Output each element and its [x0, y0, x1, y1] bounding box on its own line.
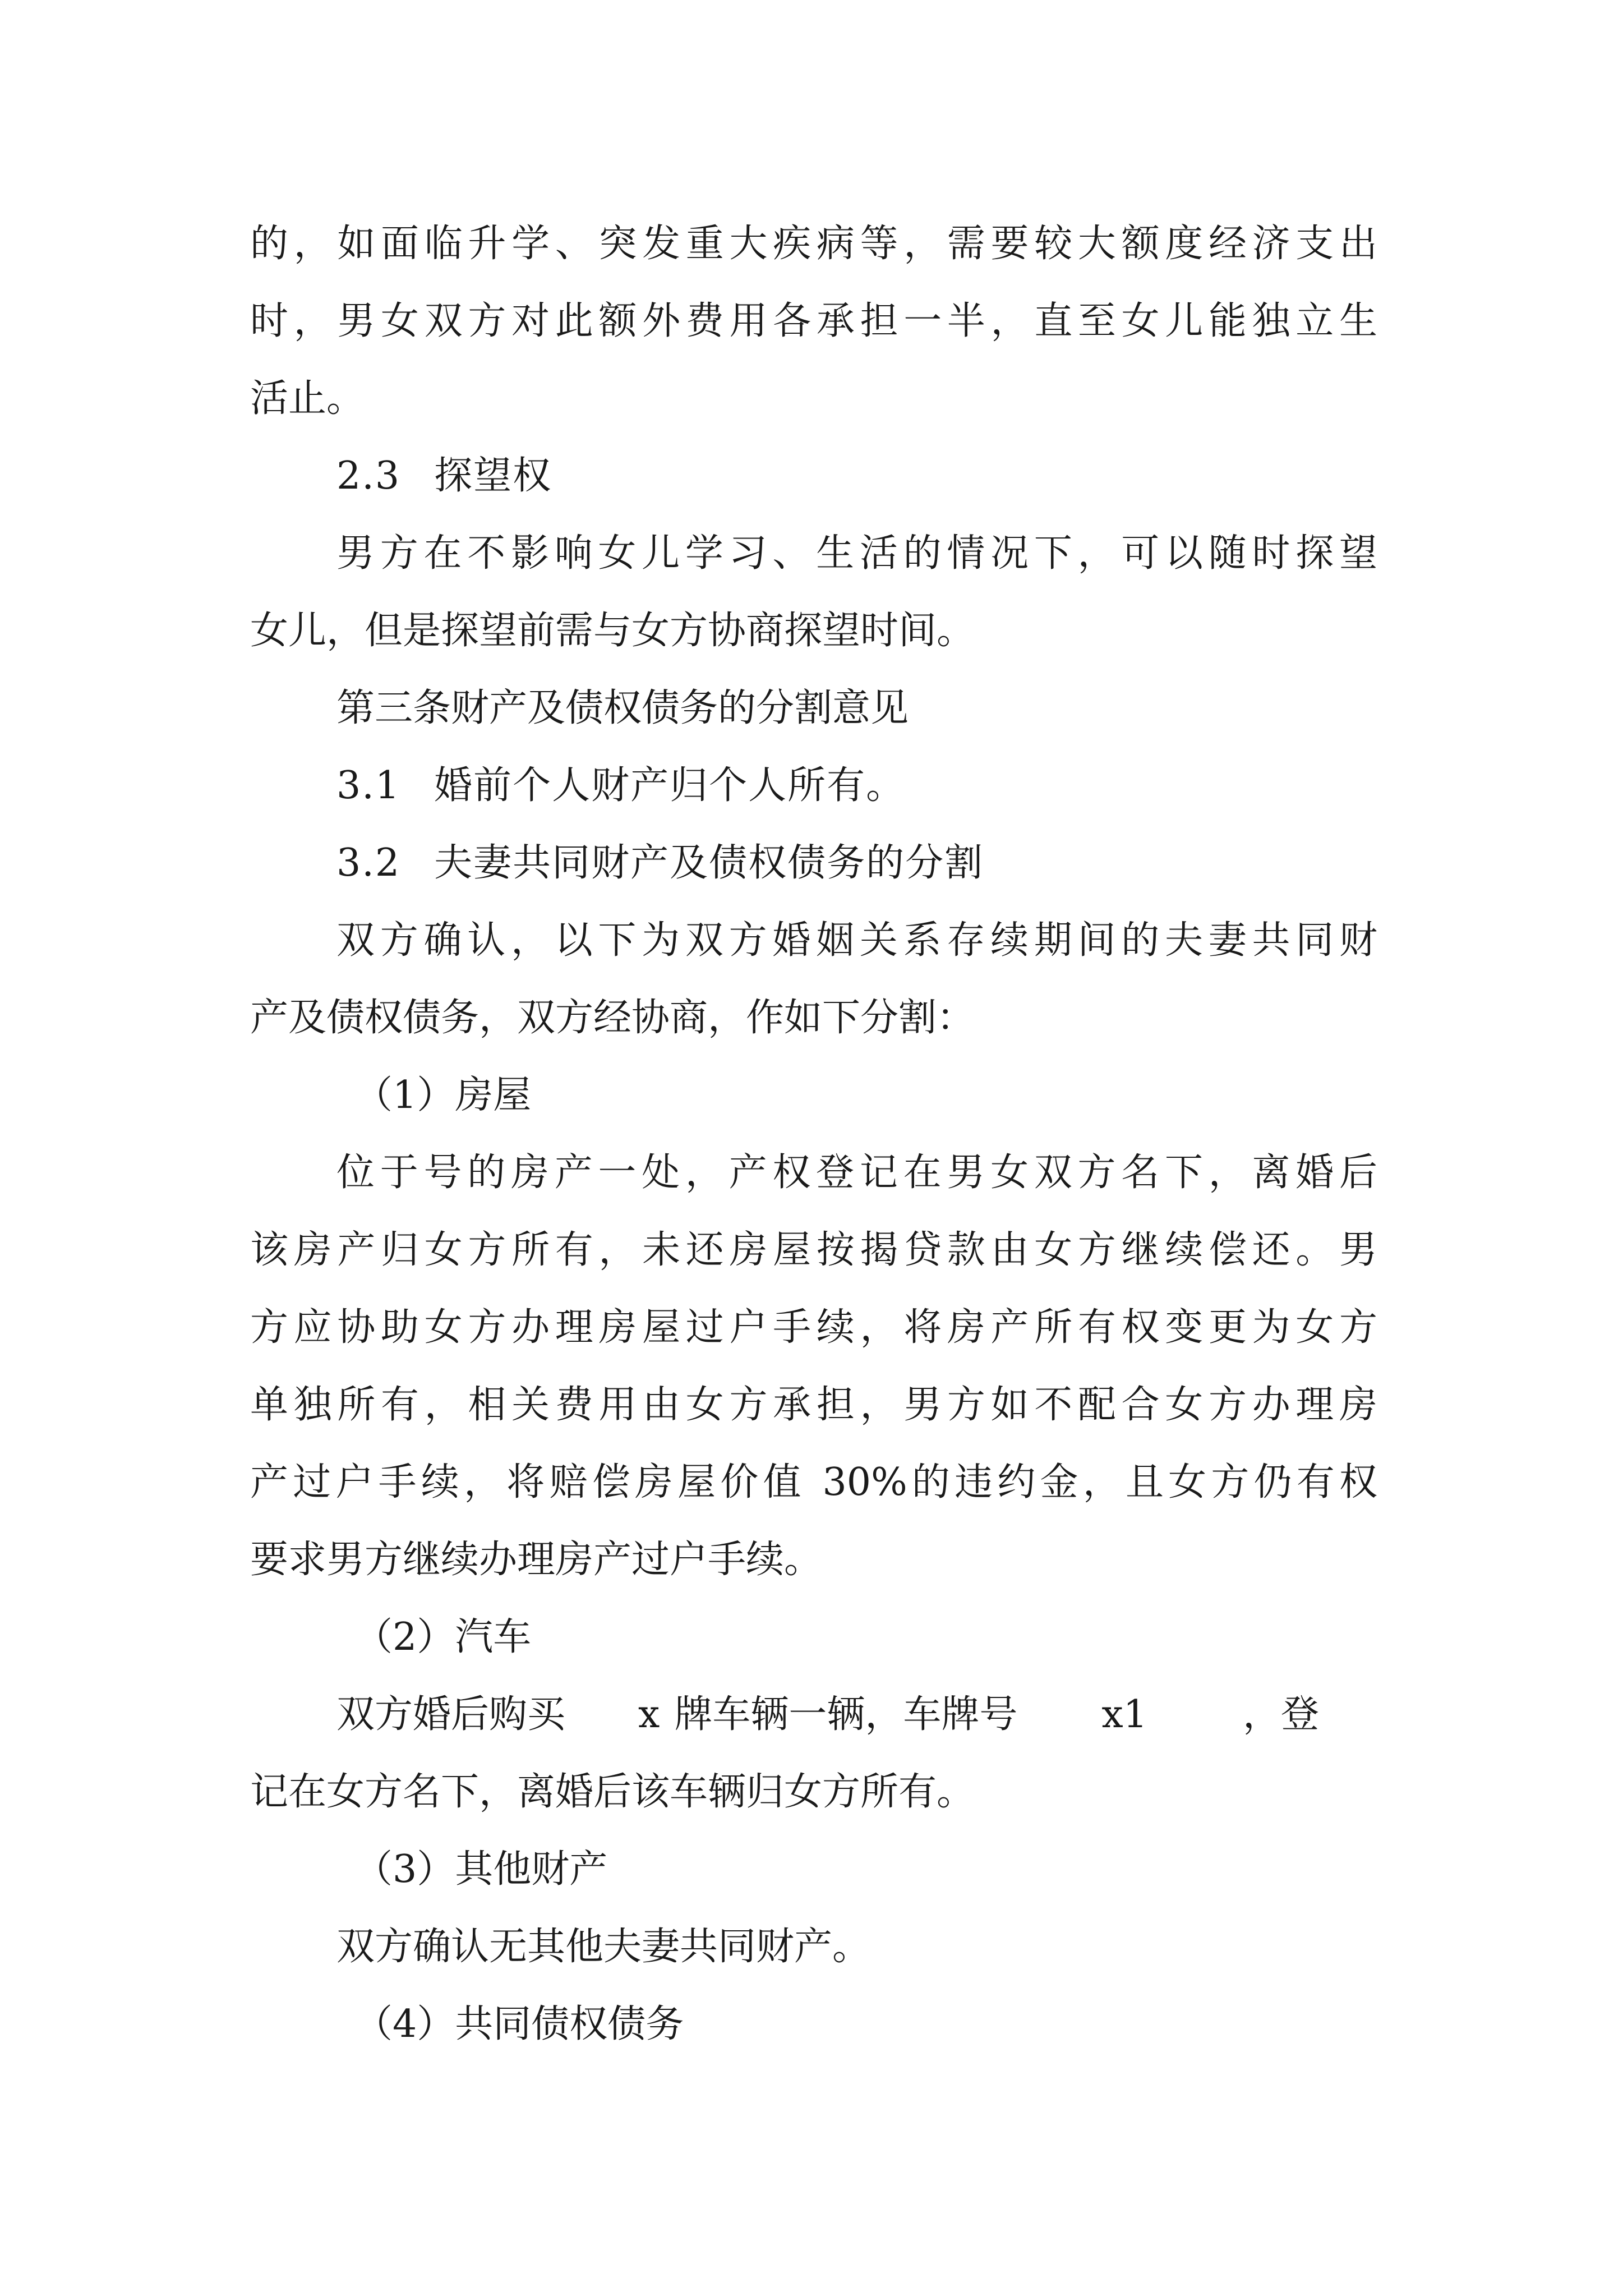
text-segment: ，登: [1243, 1692, 1320, 1737]
car-brand-blank: x: [638, 1692, 660, 1737]
item-heading-car: （2）汽车: [354, 1615, 532, 1659]
paragraph-line: 双方确认，以下为双方婚姻关系存续期间的夫妻共同财: [336, 918, 1377, 963]
paragraph-line-car: [336, 1676, 1377, 1754]
paragraph-line: 男方在不影响女儿学习、生活的情况下，可以随时探望: [336, 531, 1377, 576]
section-title: 探望权: [434, 454, 552, 498]
section-title: 婚前个人财产归个人所有。: [434, 763, 906, 808]
paragraph-line: 要求男方继续办理房产过户手续。: [250, 1538, 823, 1582]
section-heading-3-1: [336, 747, 1377, 825]
paragraph-line: 活止。: [250, 376, 365, 421]
item-heading-other-property: （3）其他财产: [354, 1847, 608, 1892]
section-number: 3.2: [336, 841, 401, 885]
paragraph-line: 方应协助女方办理房屋过户手续，将房产所有权变更为女方: [250, 1305, 1377, 1350]
paragraph-line: 单独所有，相关费用由女方承担，男方如不配合女方办理房: [250, 1383, 1377, 1427]
section-number: 3.1: [336, 763, 401, 808]
paragraph-line: 时，男女双方对此额外费用各承担一半，直至女儿能独立生: [250, 299, 1377, 343]
paragraph-line: 产及债权债务，双方经协商，作如下分割：: [250, 996, 975, 1040]
item-heading-debts: （4）共同债权债务: [354, 2002, 684, 2046]
text-segment: 双方婚后购买: [336, 1692, 566, 1737]
paragraph-line: 位于号的房产一处，产权登记在男女双方名下，离婚后: [336, 1151, 1377, 1195]
article-heading: 第三条财产及债权债务的分割意见: [336, 686, 909, 730]
item-heading-house: （1）房屋: [354, 1073, 532, 1117]
paragraph-line: 女儿，但是探望前需与女方协商探望时间。: [250, 609, 975, 653]
section-title: 夫妻共同财产及债权债务的分割: [434, 841, 984, 885]
paragraph-line: 记在女方名下，离婚后该车辆归女方所有。: [250, 1770, 975, 1814]
section-heading-3-2: [336, 824, 1377, 903]
text-segment: 牌车辆一辆，车牌号: [674, 1692, 1018, 1737]
paragraph-line: 该房产归女方所有，未还房屋按揭贷款由女方继续偿还。男: [250, 1228, 1377, 1272]
plate-number-blank: x1: [1101, 1692, 1148, 1737]
paragraph-line: 双方确认无其他夫妻共同财产。: [336, 1925, 871, 1969]
section-number: 2.3: [336, 454, 401, 498]
paragraph-line: 产过户手续，将赔偿房屋价值 30%的违约金，且女方仍有权: [250, 1460, 1377, 1504]
paragraph-line: 的，如面临升学、突发重大疾病等，需要较大额度经济支出: [250, 222, 1377, 266]
section-heading-2-3: [336, 437, 1377, 516]
